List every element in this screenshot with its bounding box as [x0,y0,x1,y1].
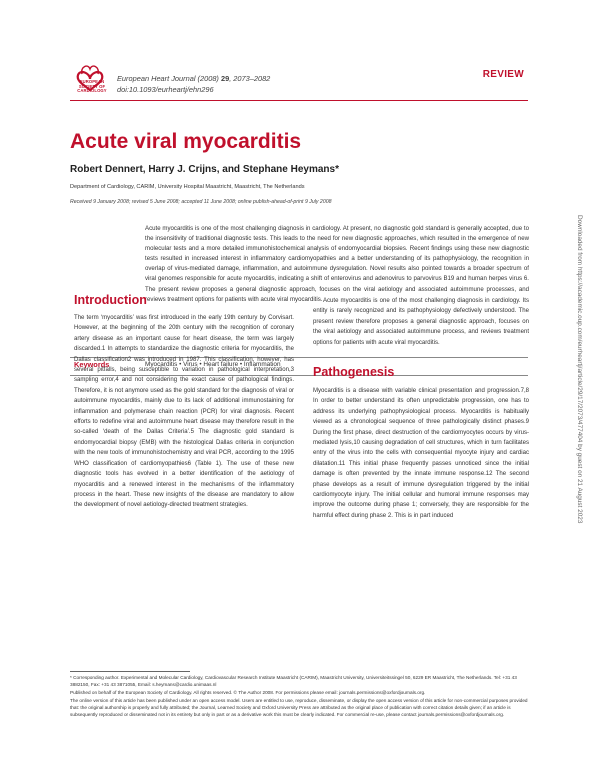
keywords-list: Myocarditis • Virus • Heart failure • Inflammation [145,361,281,368]
keywords-label: Keywords [74,360,110,369]
pathogenesis-heading: Pathogenesis [313,365,395,379]
header-rule [70,100,528,101]
introduction-text: The term ‘myocarditis’ was first introduced in the early 19th century by Corvisart. However, at the beginning of the 20th century with the recognition of coronary artery disease as an important cause for heart disease, the term was largely discarded.1 In attempts to standardize the diagnostic criteria for myocarditis, the Dallas classification2 was introduced in 1987. This classification, however, has several pitfalls, being susceptible to variation in pathological interpretation,3 sampling error,4 and not considering the exact cause of pathological findings. Therefore, it is not anymore used as the gold standard for the diagnosis of viral or autoimmune myocarditis, mainly due to its lack of additional immunostaining for inflammation and polymerase chain reaction (PCR) for viral diagnosis. Recent efforts to redefine viral and autoimmune heart disease may therefore result in the so-called ‘death of the Dallas Criteria’.5 The diagnostic gold standard is endomyocardial biopsy (EMB) with the histological Dallas criteria in conjunction with the new tools of immunohistochemistry and viral PCR, according to the 1995 WHO classification of cardiomyopathies6 (Table 1). The use of these new diagnostic tools has evolved in a better identification of the aetiology of myocarditis and a renewed interest in the mechanisms of the inflammatory process in the heart. These new insights of the disease are mandatory to allow the development of novel aetiology-directed treatment strategies. [74,315,294,509]
section-tag: REVIEW [482,69,524,80]
abstract: Acute myocarditis is one of the most challenging diagnosis in cardiology. At present, no diagnostic gold standard is generally accepted, due to the insensitivity of traditional diagnostic tests. This leads to the need for new diagnostic approaches, which resulted in the emergence of new molecular tests and a more detailed immunohistochemical analysis of endomyocardial biopsies. Recent findings using these new diagnostic tests resulted in increased interest in inflammatory cardiomyopathies and a better understanding of its pathophysiology, the recognition in overlap of virus-mediated damage, inflammation, and autoimmune dysregulation. Novel results also pointed towards a broader spectrum of viral genomes responsible for acute myocarditis, indicating a shift of enterovirus and adenovirus to parvovirus B19 and human herpes virus 6. The present review proposes a general diagnostic approach, focuses on the viral aetiology and associated autoimmune processes, and reviews treatment options for patients with acute viral myocarditis. [145,225,529,303]
footnote-rule [70,671,190,672]
corresponding-author-note: * Corresponding author. Experimental and Molecular Cardiology, Cardiovascular Research Institute Maastricht (CARIM), Maastricht University, Universiteitssingel 50, 6229 ER Maastricht, The Netherlands. Tel: +31 43 3882150, Fax: +31 43 3871055, Email: s.heymans@cardio.unimaas.nl [70,675,517,688]
download-note: Downloaded from https://academic.oup.com/eurheartj/article/29/17/2073/477404 by guest on 21 August 2023 [576,215,583,524]
affiliation: Department of Cardiology, CARIM, University Hospital Maastricht, Maastricht, The Netherlands [70,184,305,190]
author-list: Robert Dennert, Harry J. Crijns, and Stephane Heymans* [70,164,339,175]
doi: doi:10.1093/eurheartj/ehn296 [117,85,214,94]
journal-citation: European Heart Journal (2008) 29, 2073–2082 doi:10.1093/eurheartj/ehn296 [117,74,271,94]
pathogenesis-text: Myocarditis is a disease with variable clinical presentation and progression.7,8 In order to better understand its often unpredictable progression, one has to address its underlying pathophysiological process. Myocarditis is habitually viewed as a chronological sequence of three pathologically distinct phases.9 During the first phase, direct destruction of the cardiomyocytes occurs by virus-mediated lysis,10 causing degradation of cell structures, which in turn facilitates entry of the virus into the cells with consequential myocyte injury and cardiac dilatation.11 This initial phase frequently passes unnoticed since the initial damage is often prevented by the innate immune response.12 The second phase develops as a result of immune dysregulation triggered by the initial cardiomyocyte injury. The initial cellular and humoral immune responses may improve the outcome during phase 1; conversely, they are responsible for the harmful effect during phase 2. This is in part induced [313,388,529,519]
received-dates: Received 9 January 2008; revised 5 June 2008; accepted 11 June 2008; online publish-ahead-of-print 9 July 2008 [70,199,332,205]
article-title: Acute viral myocarditis [70,130,302,153]
open-access-note: The online version of this article has been published under an open access model. Users are entitled to use, reproduce, disseminate, or display the open access version of this article for non-commercial purposes provided that: the original authorship is properly and fully attributed; the Journal, Learned Society and Oxford University Press are attributed as the original place of publication with correct citation details given; if an article is subsequently reproduced or disseminated not in its entirety but only in part or as a derivative work this must be clearly indicated. For commercial re-use, please contact journals.permissions@oxfordjournals.org. [70,698,528,718]
publisher-note: Published on behalf of the European Society of Cardiology. All rights reserved. © The Author 2008. For permissions please email: journals.permissions@oxfordjournals.org. [70,690,426,695]
esc-logo-text: EUROPEAN SOCIETY OF CARDIOLOGY [77,79,107,94]
introduction-heading: Introduction [74,293,147,307]
review-overview-text: Acute myocarditis is one of the most challenging diagnosis in cardiology. Its entity is rarely recognized and its pathophysiology defectively understood. The present review therefore proposes a general diagnostic approach, focuses on the viral aetiology and associated autoimmune process, and reviews treatment options for patients with acute viral myocarditis. [313,298,529,346]
